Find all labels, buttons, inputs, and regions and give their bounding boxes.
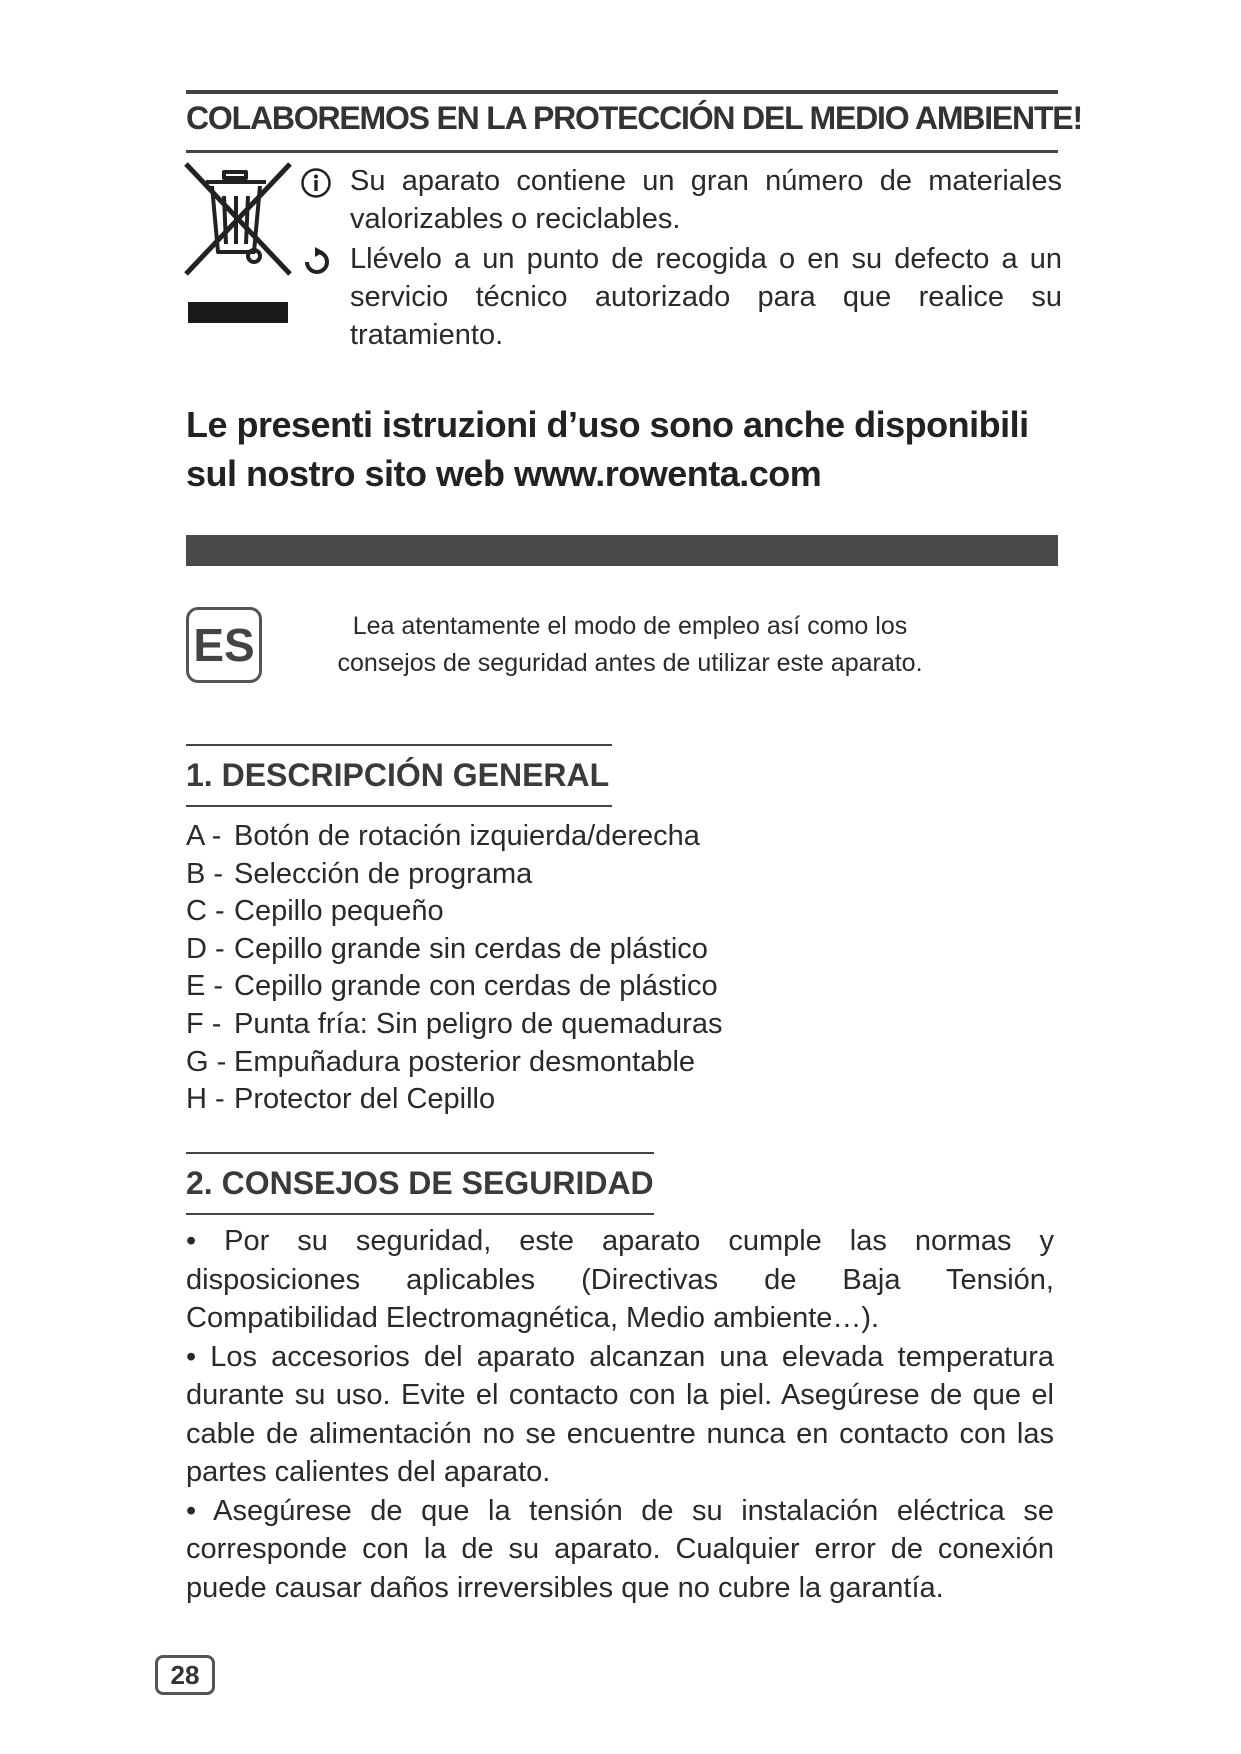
section2-top-rule <box>186 1152 654 1154</box>
crossed-bin-icon <box>184 160 294 280</box>
list-item: G - Empuñadura posterior desmontable <box>186 1045 696 1078</box>
intro-line1: Lea atentamente el modo de empleo así como los <box>352 612 908 640</box>
safety-paragraph: • Los accesorios del aparato alcanzan una elevada temperatura durante su uso. Evite el contacto con la piel. Asegúrese de que el cable de alimentación no se encuentre nunca en contacto con las partes calientes del aparato. <box>186 1340 1054 1488</box>
env-title: COLABOREMOS EN LA PROTECCIÓN DEL MEDIO AMBIENTE! <box>186 100 1082 136</box>
section1-top-rule <box>186 744 612 746</box>
parts-list <box>186 818 946 1119</box>
page-number: 28 <box>155 1655 215 1695</box>
safety-paragraph: • Asegúrese de que la tensión de su instalación eléctrica se corresponde con la de su aparato. Cualquier error de conexión puede causar daños irreversibles que no cubre la garantía. <box>186 1494 1054 1604</box>
env-bottom-rule <box>186 150 1058 153</box>
section2-bottom-rule <box>186 1213 654 1215</box>
list-item: F - Punta fría: Sin peligro de quemaduras <box>186 1007 723 1040</box>
env-top-rule <box>186 90 1058 94</box>
bin-underline-bar <box>188 302 288 323</box>
intro-line2: consejos de seguridad antes de utilizar este aparato. <box>337 649 923 677</box>
env-collect-text: Llévelo a un punto de recogida o en su defecto a un servicio técnico autorizado para que realice su tratamiento. <box>350 243 1062 351</box>
language-badge: ES <box>186 607 262 683</box>
list-item: H - Protector del Cepillo <box>186 1083 496 1116</box>
list-item: C - Cepillo pequeño <box>186 895 444 928</box>
safety-text <box>186 1222 1054 1607</box>
intro-text <box>300 608 960 682</box>
list-item: E - Cepillo grande con cerdas de plástico <box>186 970 718 1003</box>
list-item: D - Cepillo grande sin cerdas de plástico <box>186 932 708 965</box>
section1-title: 1. DESCRIPCIÓN GENERAL <box>186 757 610 793</box>
list-item: A - Botón de rotación izquierda/derecha <box>186 820 700 852</box>
info-icon <box>300 167 332 199</box>
section-divider-band <box>186 535 1058 566</box>
arrow-right-icon <box>302 247 332 277</box>
safety-paragraph: • Por su seguridad, este aparato cumple las normas y disposiciones aplicables (Directivas de Baja Tensión, Compatibilidad Electromagnética, Medio ambiente…). <box>186 1225 1054 1334</box>
online-notice-line1: Le presenti istruzioni d’uso sono anche disponibili <box>186 404 1029 445</box>
section1-bottom-rule <box>186 805 612 807</box>
online-notice <box>186 400 1086 498</box>
online-notice-line2: sul nostro sito web www.rowenta.com <box>186 453 822 494</box>
env-info-text: Su aparato contiene un gran número de materiales valorizables o reciclables. <box>350 165 1062 235</box>
list-item: B - Selección de programa <box>186 857 533 890</box>
section2-title: 2. CONSEJOS DE SEGURIDAD <box>186 1165 654 1201</box>
